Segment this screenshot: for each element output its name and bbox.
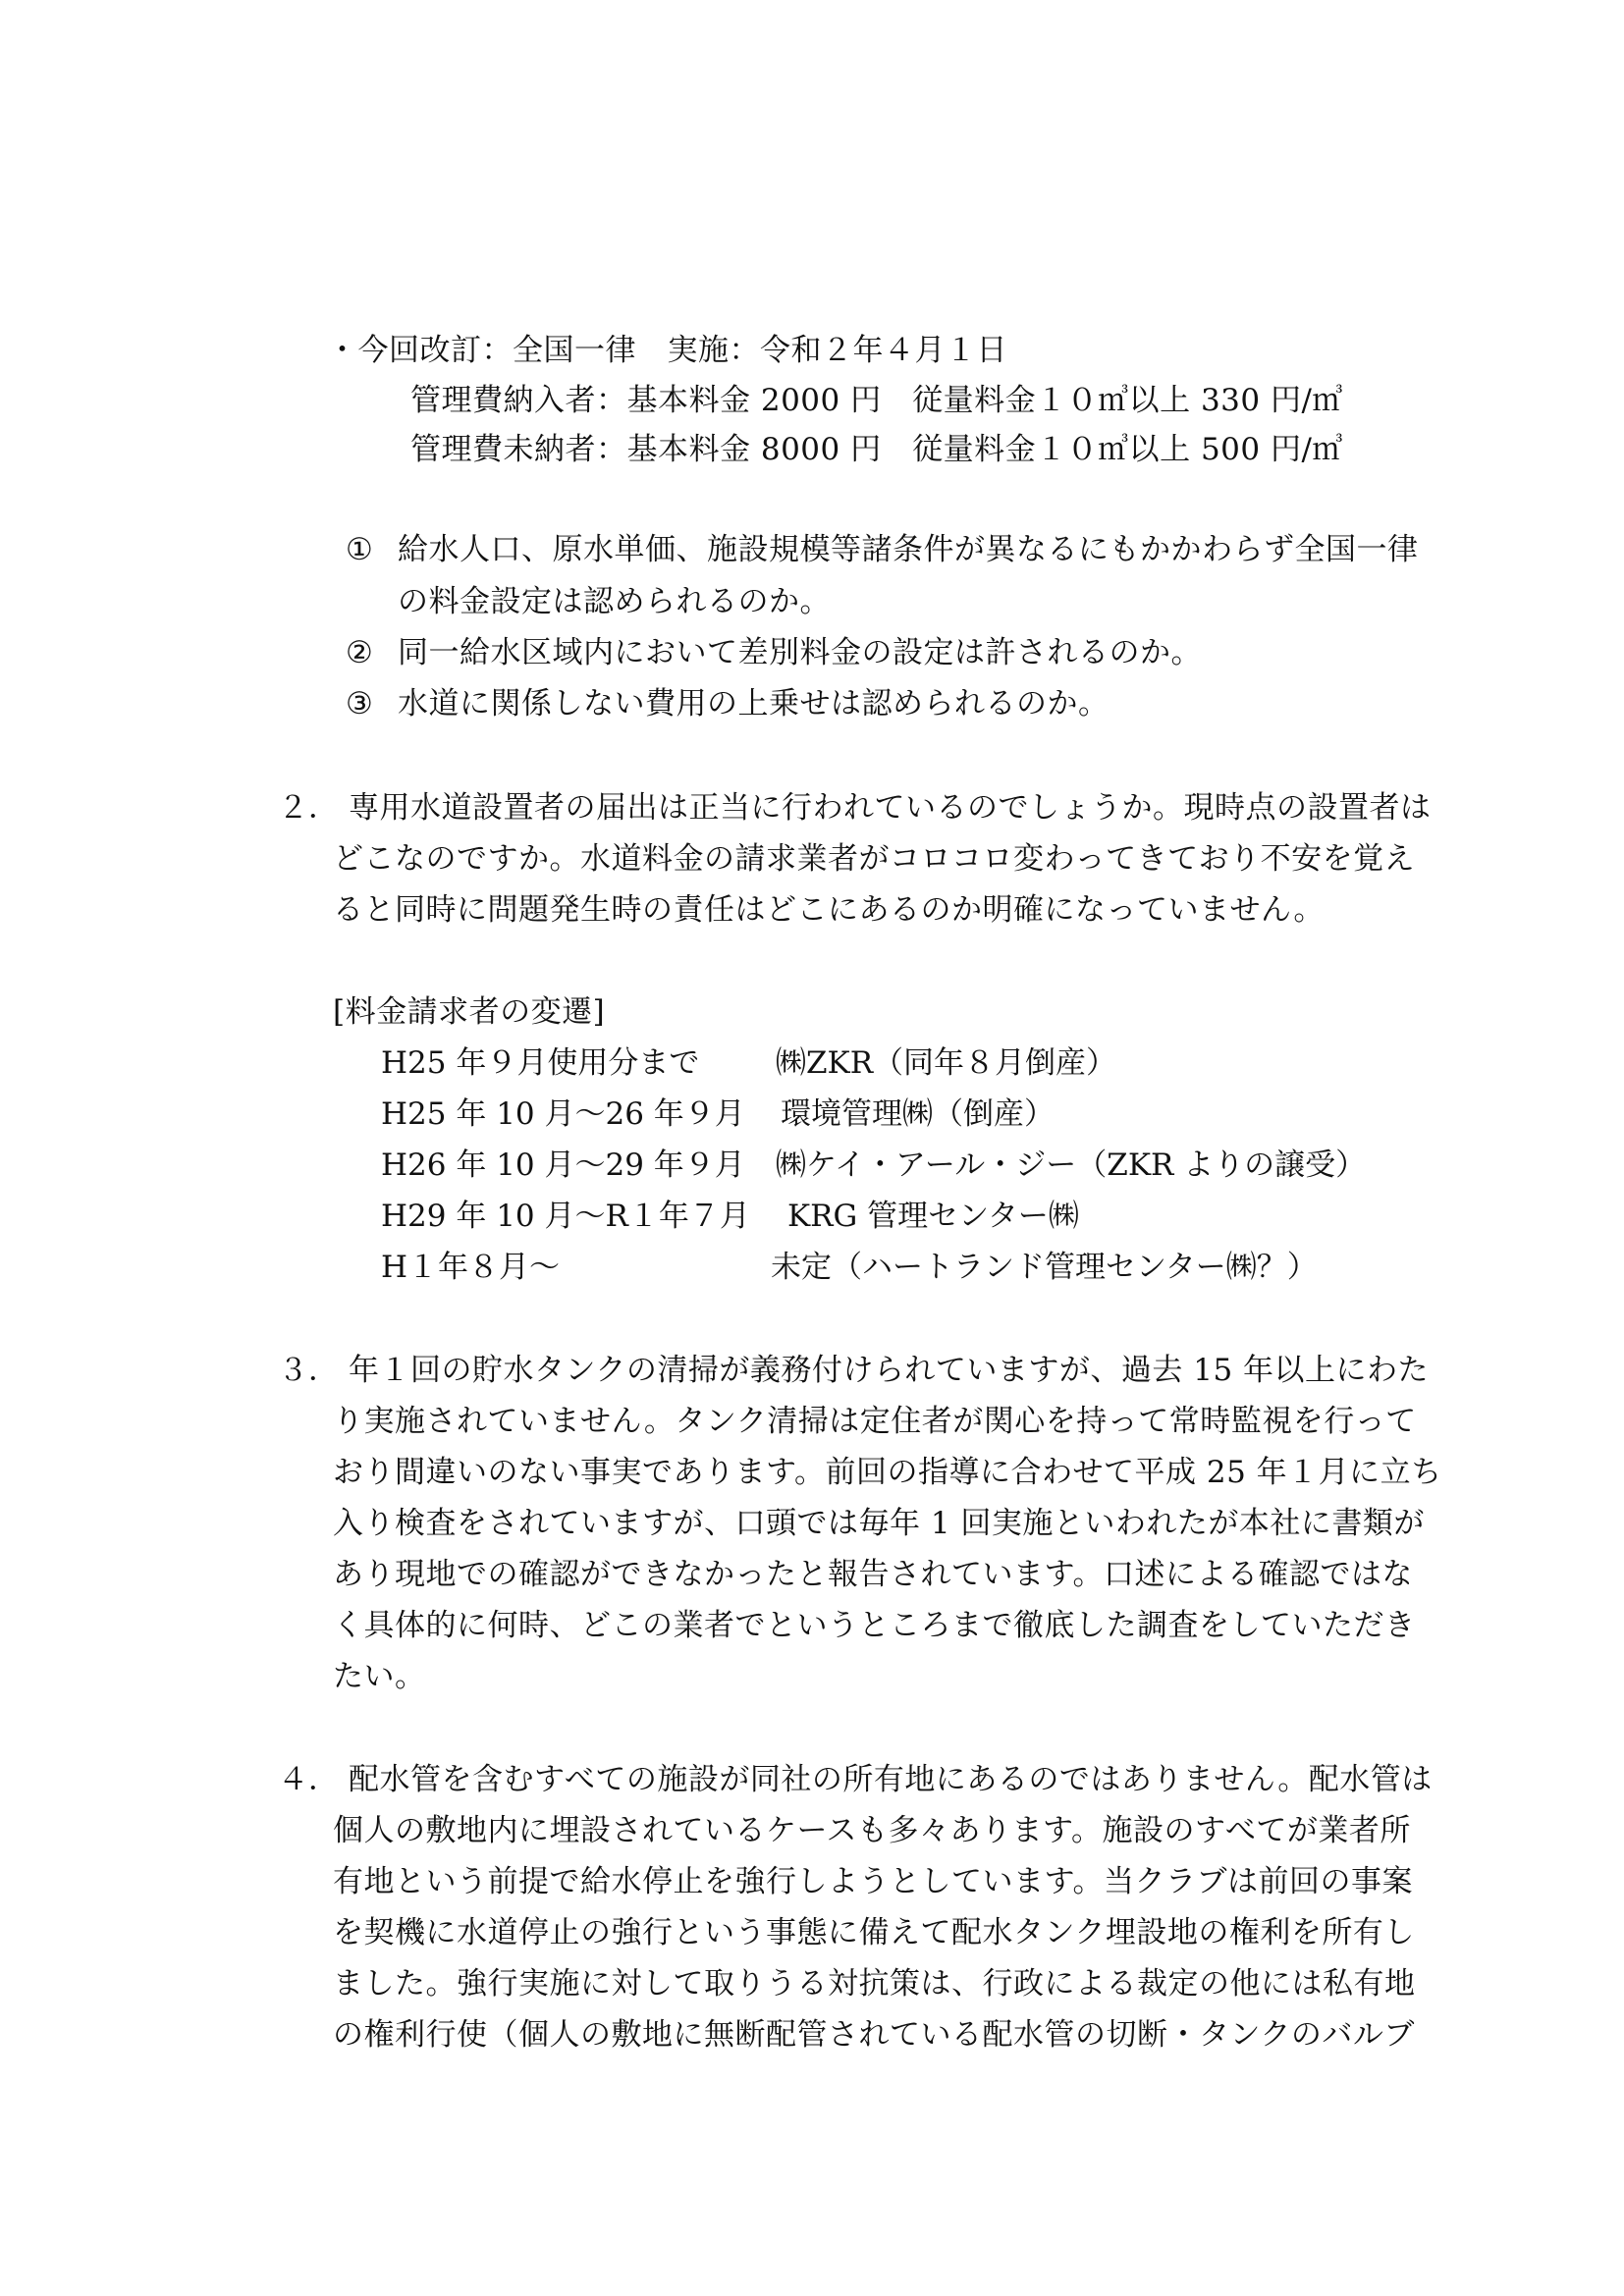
history-row-3-period: H26 年 10 月～29 年９月 (381, 1148, 745, 1183)
history-row-5-company: 未定（ハートランド管理センター㈱？） (771, 1250, 1318, 1285)
section-2-line-3: ると同時に問題発生時の責任はどこにあるのか明確になっていません。 (333, 892, 1325, 928)
section-3-line-4: 入り検査をされていますが、口頭では毎年 1 回実施といわれたが本社に書類が (333, 1506, 1425, 1541)
history-row-5-period: H１年８月～ (381, 1250, 561, 1285)
question-3-line-1: 水道に関係しない費用の上乗せは認められるのか。 (398, 686, 1110, 721)
section-4-line-4: を契機に水道停止の強行という事態に備えて配水タンク埋設地の権利を所有し (333, 1915, 1415, 1950)
question-1-line-1: 給水人口、原水単価、施設規模等諸条件が異なるにもかかわらず全国一律 (398, 532, 1419, 567)
section-3-line-2: り実施されていません。タンク清掃は定住者が関心を持って常時監視を行って (333, 1404, 1417, 1439)
section-3-line-1: 年１回の貯水タンクの清掃が義務付けられていますが、過去 15 年以上にわた (349, 1353, 1430, 1388)
history-row-2-company: 環境管理㈱（倒産） (781, 1096, 1055, 1132)
section-4-line-1: 配水管を含むすべての施設が同社の所有地にあるのではありません。配水管は (349, 1762, 1433, 1797)
history-row-1-company: ㈱ZKR（同年８月倒産） (776, 1045, 1117, 1081)
section-2-line-2: どこなのですか。水道料金の請求業者がコロコロ変わってきており不安を覚え (333, 841, 1416, 877)
section-4-number: ４． (278, 1762, 339, 1797)
question-1-mark: ① (346, 532, 373, 567)
section-3-line-5: あり現地での確認ができなかったと報告されています。口述による確認ではな (333, 1557, 1414, 1592)
history-row-3-company: ㈱ケイ・アール・ジー（ZKR よりの譲受） (776, 1148, 1367, 1183)
section-3-line-7: たい。 (333, 1659, 426, 1694)
section-4-line-2: 個人の敷地内に埋設されているケースも多々あります。施設のすべてが業者所 (333, 1813, 1411, 1848)
revision-header: ・今回改訂：全国一律 実施：令和２年４月１日 (327, 333, 1007, 368)
question-2-line-1: 同一給水区域内において差別料金の設定は許されるのか。 (398, 635, 1202, 670)
history-row-4-period: H29 年 10 月～R１年７月 (381, 1199, 750, 1234)
question-3-mark: ③ (346, 686, 373, 721)
section-2-line-1: 専用水道設置者の届出は正当に行われているのでしょうか。現時点の設置者は (349, 790, 1432, 826)
section-4-line-3: 有地という前提で給水停止を強行しようとしています。当クラブは前回の事案 (333, 1864, 1414, 1899)
question-1-line-2: の料金設定は認められるのか。 (398, 584, 831, 619)
history-row-4-company: KRG 管理センター㈱ (787, 1199, 1079, 1234)
history-title: [料金請求者の変遷] (333, 994, 606, 1030)
section-3-number: ３． (278, 1353, 339, 1388)
section-4-line-5: ました。強行実施に対して取りうる対抗策は、行政による裁定の他には私有地 (333, 1966, 1416, 2002)
history-row-2-period: H25 年 10 月～26 年９月 (381, 1096, 745, 1132)
section-3-line-3: おり間違いのない事実であります。前回の指導に合わせて平成 25 年１月に立ち (333, 1455, 1442, 1490)
revision-unpaid-rate: 管理費未納者：基本料金 8000 円 従量料金１０㎥以上 500 円/㎥ (410, 432, 1343, 467)
history-row-1-period: H25 年９月使用分まで (381, 1045, 700, 1081)
section-3-line-6: く具体的に何時、どこの業者でというところまで徹底した調査をしていただき (333, 1608, 1416, 1643)
revision-paid-rate: 管理費納入者：基本料金 2000 円 従量料金１０㎥以上 330 円/㎥ (410, 383, 1343, 418)
section-2-number: ２． (278, 790, 339, 826)
section-4-line-6: の権利行使（個人の敷地に無断配管されている配水管の切断・タンクのバルブ (333, 2017, 1415, 2053)
question-2-mark: ② (346, 635, 373, 670)
